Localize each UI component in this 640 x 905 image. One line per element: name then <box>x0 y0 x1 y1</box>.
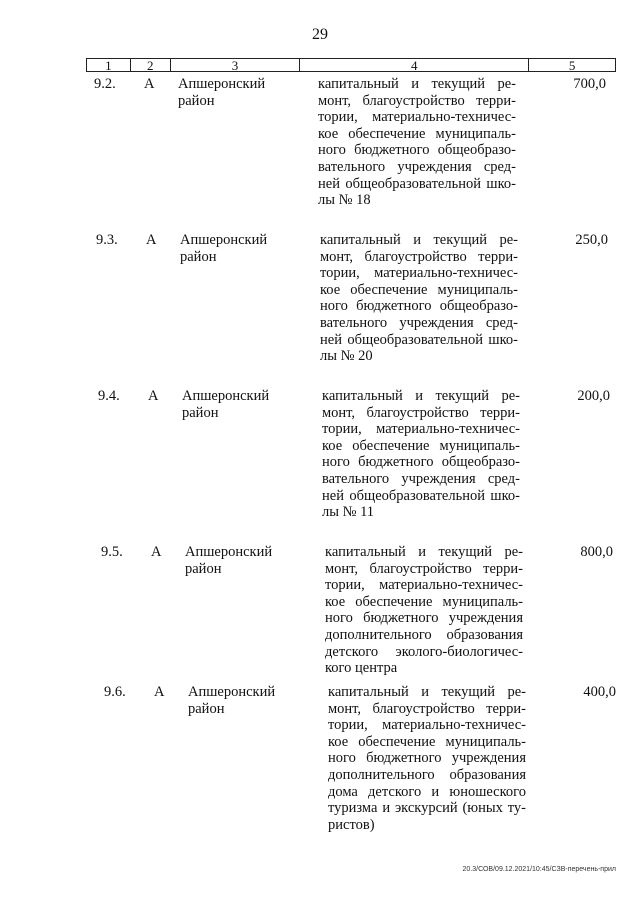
description-line: вательного учреждения сред- <box>318 158 516 175</box>
description-line: тории, материально-техничес- <box>328 717 526 734</box>
description-line: монт, благоустройство терри- <box>325 560 523 577</box>
description-line: капитальный и текущий ре- <box>322 388 520 404</box>
header-col-1: 1 <box>87 59 131 71</box>
description-line: ного бюджетного общеобразо- <box>320 298 518 315</box>
description-line: туризма и экскурсий (юных ту- <box>328 800 526 817</box>
description-line: кое обеспечение муниципаль- <box>325 593 523 610</box>
page-number: 29 <box>312 26 328 43</box>
description-line: дополнительного образования <box>328 766 526 783</box>
description-line: кого центра <box>325 660 398 677</box>
row-amount: 700,0 <box>573 76 606 92</box>
description-line: ного бюджетного учреждения <box>325 610 523 627</box>
row-number: 9.5. <box>101 544 123 560</box>
description-line: капитальный и текущий ре- <box>318 76 516 92</box>
description-line: ристов) <box>328 816 375 833</box>
description-line: ней общеобразовательной шко- <box>320 331 518 348</box>
description-line: кое обеспечение муниципаль- <box>318 125 516 142</box>
description-line: тории, материально-техничес- <box>318 109 516 126</box>
description-line: дополнительного образования <box>325 626 523 643</box>
description-line: монт, благоустройство терри- <box>328 700 526 717</box>
description-line: детского эколого-биологичес- <box>325 643 523 660</box>
row-category: А <box>151 544 162 560</box>
description-line: ней общеобразовательной шко- <box>322 487 520 504</box>
description-line: кое обеспечение муниципаль- <box>320 281 518 298</box>
description-line: лы № 18 <box>318 192 371 209</box>
row-description <box>328 684 526 833</box>
description-line: кое обеспечение муниципаль- <box>322 437 520 454</box>
header-col-5: 5 <box>568 58 576 73</box>
row-category: А <box>144 76 155 92</box>
row-description <box>320 232 518 365</box>
description-line: кое обеспечение муниципаль- <box>328 733 526 750</box>
row-area: Апшеронский район <box>188 684 276 717</box>
description-line: монт, благоустройство терри- <box>318 92 516 109</box>
row-area: Апшеронский район <box>178 76 266 109</box>
description-line: ней общеобразовательной шко- <box>318 175 516 192</box>
row-number: 9.6. <box>104 684 126 700</box>
header-col-4: 4 <box>300 59 529 71</box>
description-line: капитальный и текущий ре- <box>320 232 518 248</box>
document-footer-code: 20.3/СОВ/09.12.2021/10:45/СЗВ-перечень-прил <box>462 866 616 873</box>
description-line: капитальный и текущий ре- <box>325 544 523 560</box>
row-amount: 400,0 <box>583 684 616 700</box>
description-line: монт, благоустройство терри- <box>320 248 518 265</box>
row-description <box>318 76 516 209</box>
description-line: ного бюджетного общеобразо- <box>322 454 520 471</box>
row-area: Апшеронский район <box>185 544 273 577</box>
row-number: 9.2. <box>94 76 116 92</box>
row-number: 9.4. <box>98 388 120 404</box>
description-line: лы № 20 <box>320 348 373 365</box>
table-header-row <box>86 58 616 72</box>
row-amount: 250,0 <box>575 232 608 248</box>
description-line: вательного учреждения сред- <box>322 470 520 487</box>
row-category: А <box>146 232 157 248</box>
row-area: Апшеронский район <box>182 388 270 421</box>
row-category: А <box>148 388 159 404</box>
row-description <box>325 544 523 677</box>
row-area: Апшеронский район <box>180 232 268 265</box>
header-col-3: 3 <box>171 59 301 71</box>
description-line: монт, благоустройство терри- <box>322 404 520 421</box>
description-line: ного бюджетного общеобразо- <box>318 142 516 159</box>
description-line: тории, материально-техничес- <box>322 421 520 438</box>
header-col-2: 2 <box>131 59 171 71</box>
row-amount: 800,0 <box>580 544 613 560</box>
row-category: А <box>154 684 165 700</box>
description-line: вательного учреждения сред- <box>320 314 518 331</box>
row-number: 9.3. <box>96 232 118 248</box>
description-line: лы № 11 <box>322 504 375 521</box>
description-line: ного бюджетного учреждения <box>328 750 526 767</box>
description-line: тории, материально-техничес- <box>325 577 523 594</box>
description-line: тории, материально-техничес- <box>320 265 518 282</box>
row-amount: 200,0 <box>577 388 610 404</box>
row-description <box>322 388 520 521</box>
description-line: капитальный и текущий ре- <box>328 684 526 700</box>
description-line: дома детского и юношеского <box>328 783 526 800</box>
